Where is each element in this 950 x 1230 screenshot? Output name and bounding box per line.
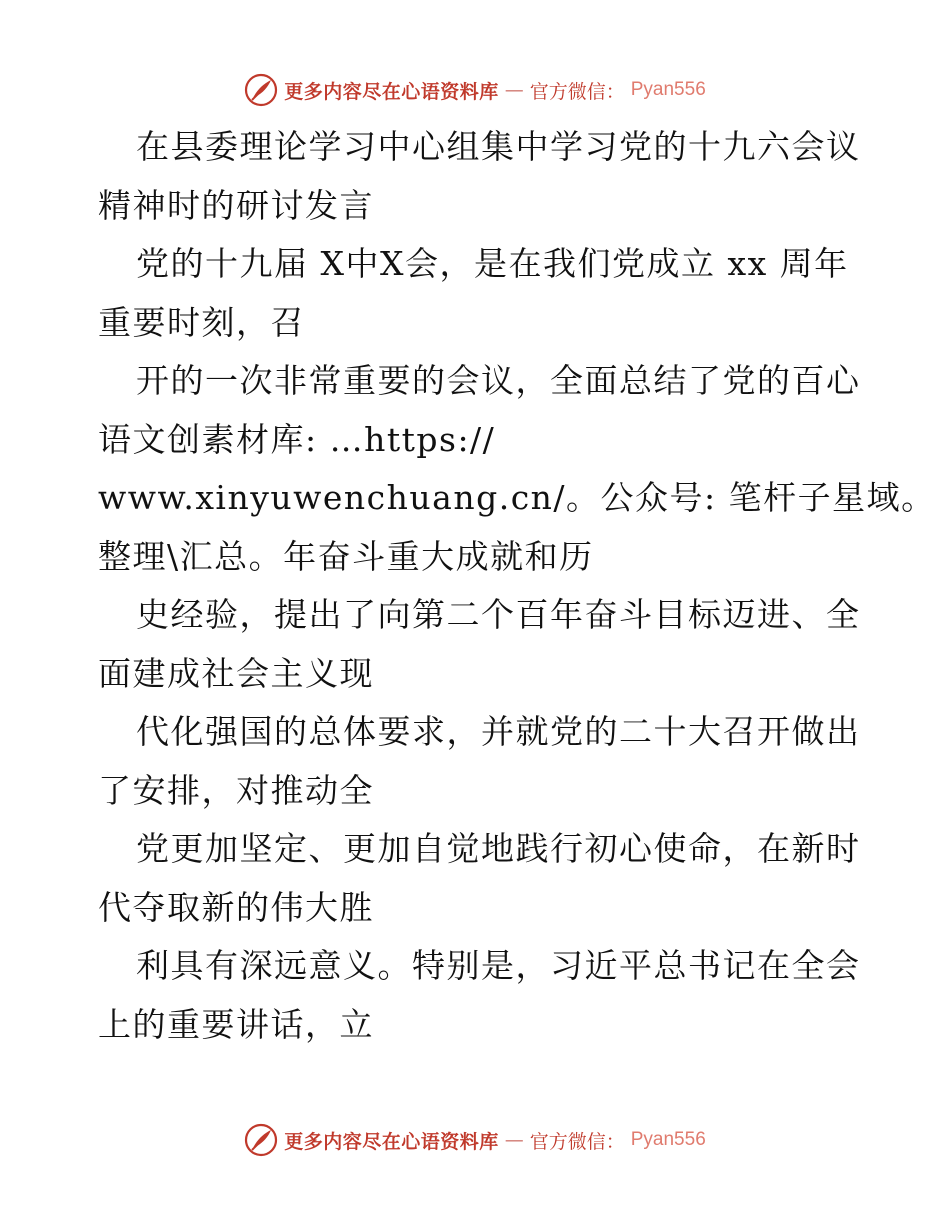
feather-pen-logo-icon (244, 73, 278, 107)
body-line: 了安排，对推动全 (98, 770, 374, 810)
body-line: 史经验，提出了向第二个百年奋斗目标迈进、全 (136, 595, 861, 634)
footer-separator: — (504, 1129, 524, 1151)
body-line: 精神时的研讨发言 (98, 185, 374, 225)
footer-brand-text: 更多内容尽在心语资料库 (284, 1130, 499, 1153)
feather-pen-logo-icon (244, 1123, 278, 1157)
header-banner (0, 70, 950, 110)
body-line: 代夺取新的伟大胜 (98, 887, 374, 927)
body-line: www.xinyuwenchuang.cn/。公众号: 笔杆子星域。 (98, 478, 936, 517)
document-body (98, 118, 936, 1054)
body-line: 党的十九届 X中X会，是在我们党成立 xx 周年 (136, 244, 849, 283)
body-line: 重要时刻，召 (98, 302, 305, 342)
banner-separator: — (504, 79, 524, 101)
body-line: 语文创素材库: …https:// (98, 419, 496, 459)
body-line: 开的一次非常重要的会议，全面总结了党的百心 (136, 361, 861, 400)
body-line: 党更加坚定、更加自觉地践行初心使命，在新时 (136, 829, 861, 868)
body-line: 代化强国的总体要求，并就党的二十大召开做出 (136, 712, 861, 751)
body-line: 利具有深远意义。特别是，习近平总书记在全会 (136, 946, 861, 985)
footer-banner (0, 1120, 950, 1160)
banner-wechat-id: Pyan556 (630, 79, 706, 100)
footer-wechat-id: Pyan556 (630, 1129, 706, 1150)
footer-wechat-label: 官方微信： (529, 1130, 625, 1153)
banner-wechat-label: 官方微信： (529, 80, 625, 103)
body-line: 在县委理论学习中心组集中学习党的十九六会议 (136, 127, 861, 166)
body-line: 整理\汇总。年奋斗重大成就和历 (98, 536, 594, 576)
body-line: 上的重要讲话，立 (98, 1004, 374, 1044)
body-line: 面建成社会主义现 (98, 653, 374, 693)
banner-brand-text: 更多内容尽在心语资料库 (284, 80, 499, 103)
